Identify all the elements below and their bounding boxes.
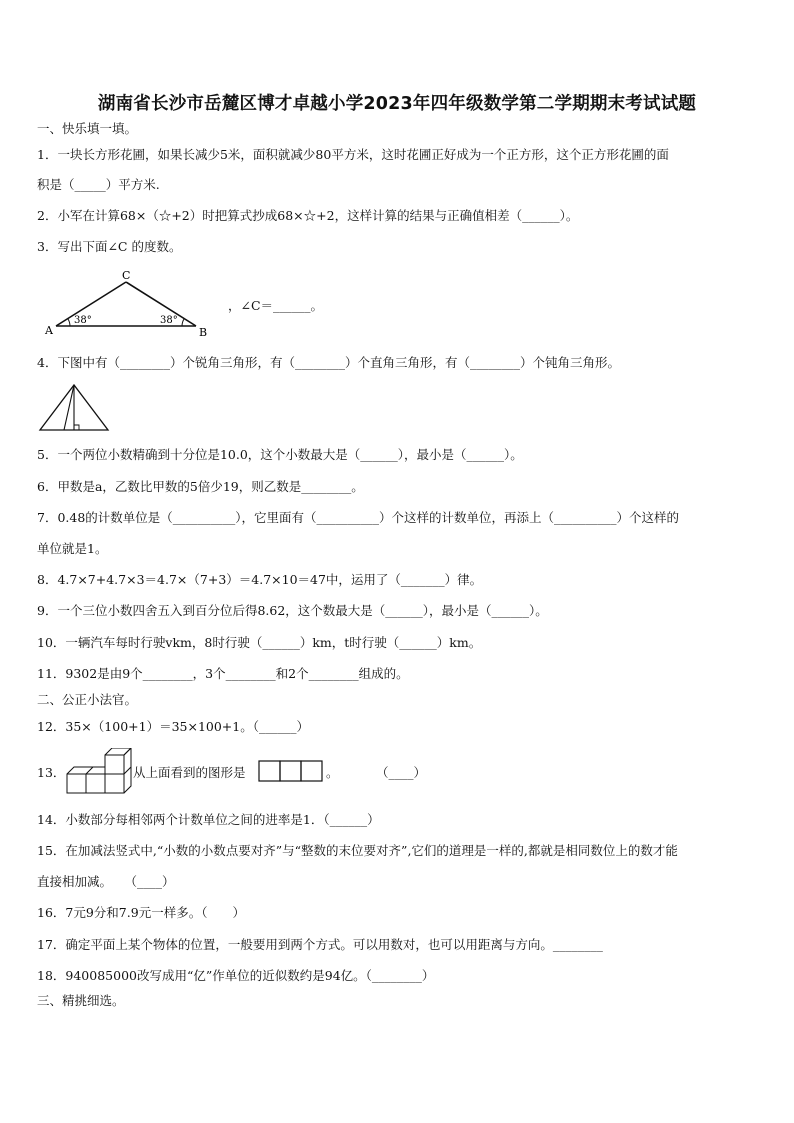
cube-front-3 — [105, 774, 124, 793]
right-angle-mark — [74, 425, 79, 430]
page-title: 湖南省长沙市岳麓区博才卓越小学2023年四年级数学第二学期期末考试试题 — [97, 94, 697, 114]
question-16: 16．7元9分和7.9元一样多。（ ） — [37, 905, 245, 920]
top-view-square-1 — [259, 761, 280, 781]
question-2: 2．小军在计算68×（☆+2）时把算式抄成68×☆+2，这样计算的结果与正确值相差（______）。 — [37, 208, 579, 223]
question-6: 6．甲数是a，乙数比甲数的5倍少19，则乙数是________。 — [37, 479, 364, 494]
angle-b-label: 38° — [160, 315, 178, 326]
question-18: 18．940085000改写成用“亿”作单位的近似数约是94亿。（________） — [37, 968, 435, 983]
question-3-answer: ，∠C＝______。 — [228, 298, 324, 313]
vertex-b-label: B — [199, 326, 208, 339]
top-view-square-2 — [280, 761, 301, 781]
question-15-line-1: 15．在加减法竖式中,“小数的小数点要对齐”与“整数的末位要对齐”,它们的道理是一样的,都就是相同数位上的数才能 — [37, 843, 678, 858]
top-view-square-3 — [301, 761, 322, 781]
question-9: 9．一个三位小数四舍五入到百分位后得8.62，这个数最大是（______），最小是（______）。 — [37, 603, 548, 618]
angle-a-label: 38° — [74, 315, 92, 326]
question-3: 3．写出下面∠C 的度数。 — [37, 239, 182, 254]
question-7-line-1: 7．0.48的计数单位是（__________），它里面有（__________）个这样的计数单位，再添上（__________）个这样的 — [37, 510, 680, 525]
cube-front-1 — [67, 774, 86, 793]
question-12: 12．35×（100+1）＝35×100+1。（______） — [37, 719, 309, 734]
triangle-abc-figure — [38, 268, 218, 340]
cube-top-face-1 — [67, 767, 93, 774]
section-heading-2: 二、公正小法官。 — [37, 692, 138, 707]
question-15-line-2: 直接相加减。 （____） — [37, 874, 175, 889]
cube-side-divider — [124, 767, 131, 774]
question-13-text: 从上面看到的图形是 — [133, 765, 246, 780]
question-11: 11．9302是由9个________，3个________和2个________组成的。 — [37, 666, 409, 681]
question-10: 10．一辆汽车每时行驶vkm，8时行驶（______）km，t时行驶（______）km。 — [37, 635, 482, 650]
question-7-line-2: 单位就是1。 — [37, 541, 108, 556]
vertex-c-label: C — [122, 269, 131, 282]
vertex-a-label: A — [45, 324, 53, 337]
cube-front-2 — [86, 774, 105, 793]
section-heading-1: 一、快乐填一填。 — [37, 121, 138, 136]
question-13-number: 13． — [37, 765, 66, 780]
question-4: 4．下图中有（________）个锐角三角形，有（________）个直角三角形，有（________）个钝角三角形。 — [37, 355, 620, 370]
angle-a-arc — [68, 319, 70, 326]
question-14: 14．小数部分每相邻两个计数单位之间的进率是1．（______） — [37, 812, 380, 827]
question-1-line-2: 积是（_____）平方米. — [37, 177, 160, 192]
question-4-triangle-figure — [38, 382, 110, 434]
section-heading-3: 三、精挑细选。 — [37, 993, 125, 1008]
top-view-figure — [258, 760, 324, 782]
question-5: 5．一个两位小数精确到十分位是10.0，这个小数最大是（______），最小是（______）。 — [37, 447, 523, 462]
question-17: 17．确定平面上某个物体的位置，一般要用到两个方式。可以用数对，也可以用距离与方向。________ — [37, 937, 603, 952]
question-1-line-1: 1．一块长方形花圃，如果长减少5米，面积就减少80平方米，这时花圃正好成为一个正方形，这个正方形花圃的面 — [37, 147, 669, 162]
cube-front-top — [105, 755, 124, 774]
cube-stack-figure — [66, 748, 132, 794]
question-8: 8．4.7×7+4.7×3＝4.7×（7+3）＝4.7×10＝47中，运用了（_______）律。 — [37, 572, 483, 587]
question-13-answer: 。 （____） — [326, 765, 427, 780]
angle-b-arc — [182, 319, 184, 326]
